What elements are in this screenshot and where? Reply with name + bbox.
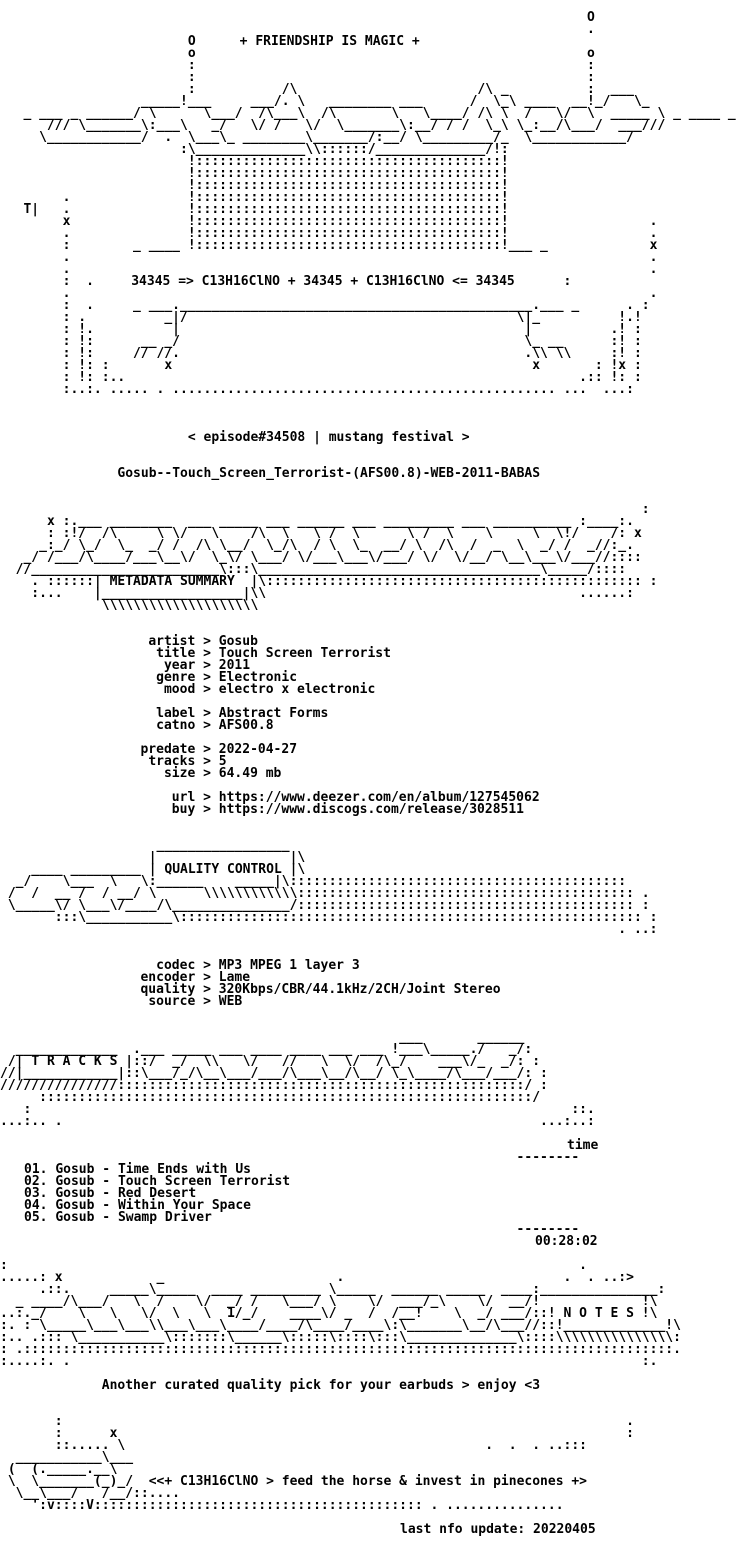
- ascii-art: //________________________\:::\____________________________________\_____/::::: [0, 562, 627, 577]
- ascii-art: !:::::::::::::::::::::::::::::::::::::::!: [0, 166, 509, 181]
- metadata-row: year > 2011: [0, 660, 250, 672]
- ascii-art: _/ /___/\____/___\__\/ \_\/ \___/ \/___\___\/___/ \/ \/__/ \__\___\/___//::::: [0, 550, 642, 565]
- ascii-art: _____!___ ___/. \ ________ ___ / \_\ ____ __!_/ \_: [0, 94, 650, 109]
- ascii-art: : !: :.. .:: !: :: [0, 370, 642, 385]
- metadata-row: genre > Electronic: [0, 672, 297, 684]
- ascii-art: _ ___ _ ______/ \ \___/ /\___\ /\ \ \____/ /\ \ / \/ \ _____ \ _ ____ _: [0, 106, 736, 121]
- ascii-art: : !: __ _/ \_ __ :! :: [0, 334, 642, 349]
- ascii-art: . !:::::::::::::::::::::::::::::::::::::::!: [0, 190, 509, 205]
- metadata-value: Abstract Forms: [218, 706, 329, 721]
- ascii-art: /// \_______\:___\ _/ \/ / \/ \_______\:__/ / / \_\ \_:__/\___/ ___///: [0, 118, 674, 133]
- ascii-art: ':v::::V:::::::::::::::::::::::::::::::::::::::::: . ...............: [0, 1498, 564, 1513]
- ascii-art: :.. .::: \___________\:::::::\______\:::::\::::\:::\______________\::::\\\\\\\\\\\\\\\:: [0, 1330, 681, 1345]
- metadata-value: AFS00.8: [218, 718, 274, 733]
- track-number: 04.: [24, 1198, 48, 1213]
- metadata-key: genre: [156, 670, 196, 685]
- track-number: 05.: [24, 1210, 48, 1225]
- ascii-art: : x :: [0, 1426, 634, 1441]
- ascii-art: :::\___________\::::::::::::::::::::::::::::::::::::::::::::::::::::::::::: :: [0, 910, 658, 925]
- metadata-value: 2022-04-27: [218, 742, 298, 757]
- ascii-art: \____________/ . \___\_ ________\_______/:__/ \_________/_ \____________/: [0, 130, 634, 145]
- quality-row: source > WEB: [0, 996, 242, 1008]
- ascii-art: : _ ____ !:::::::::::::::::::::::::::::::::::::::!___ _ x: [0, 238, 658, 253]
- metadata-row: buy > https://www.discogs.com/release/3028511: [0, 804, 524, 816]
- ascii-art: :: [0, 502, 650, 517]
- metadata-value: electro x electronic: [218, 682, 376, 697]
- metadata-key: year: [163, 658, 196, 673]
- metadata-row: mood > electro x electronic: [0, 684, 375, 696]
- metadata-key: url: [171, 790, 196, 805]
- ascii-art: _:_/ \_/ \_ _/ / /\ \__/ \_/\ / \ \_ __/ \ /\ / _ \ _/ / _//:_.: [0, 538, 634, 553]
- ascii-art: ___ ______: [0, 1030, 525, 1045]
- track-artist: Gosub: [55, 1198, 95, 1213]
- ascii-art: _ ____/\___/ \ / \/ _/ / \___/ \ \/ ___/_\ \/ __/! !\: [0, 1294, 658, 1309]
- track-artist: Gosub: [55, 1186, 95, 1201]
- track-artist: Gosub: [55, 1174, 95, 1189]
- ascii-art: : .: [0, 1258, 587, 1273]
- ascii-art: : :: [0, 70, 595, 85]
- ascii-art: _/ \___ \ \:______ _____|\:::::::::::::::::::::::::::::::::::::::::::: [0, 874, 627, 889]
- quality-key: source: [148, 994, 196, 1009]
- track-artist: Gosub: [55, 1210, 95, 1225]
- ascii-art: :. : \_____\___\___\\___\___\____/____/\____/____\:\_______\__/\___//::!_____________!\: [0, 1318, 681, 1333]
- ascii-art: :::::::::::::::::::::::::::::::::::::::::::::::::::::::::::::::/: [0, 1090, 541, 1105]
- track-title: Touch Screen Terrorist: [117, 1174, 291, 1189]
- ascii-art: .: [0, 22, 595, 37]
- quality-value: WEB: [218, 994, 243, 1009]
- ascii-art: _________________: [0, 838, 290, 853]
- header-title-line: O + FRIENDSHIP IS MAGIC +: [0, 34, 420, 49]
- quality-value: MP3 MPEG 1 layer 3: [218, 958, 360, 973]
- metadata-row: title > Touch Screen Terrorist: [0, 648, 391, 660]
- ascii-art: T| . !:::::::::::::::::::::::::::::::::::::::!: [0, 202, 509, 217]
- tracks-title-line: /| T R A C K S |::/ _/ \\ \/ // \ \/ /\_/ ___\/_ _/: :: [0, 1054, 541, 1069]
- ascii-art: : :!/ /\ \ \/ \ /\ \ \ / \ \ / \ \ \ \!/ /: x: [0, 526, 642, 541]
- ascii-art: : .:::::::::::::::::::::::::::::::::::::::::::::::::::::::::::::::::::::::::::::::::::.: [0, 1342, 681, 1357]
- quality-value: Lame: [218, 970, 251, 985]
- ascii-art: : !: // //. .\\ \\ :! :: [0, 346, 642, 361]
- ascii-art: O: [0, 10, 595, 25]
- ascii-art: ___________\___: [0, 1450, 134, 1465]
- formula-text: 34345 => C13H16ClNO + 34345 + C13H16ClNO <= 34345: [131, 274, 515, 289]
- footer-slogan-line: \ \_______(_)_/ <<+ C13H16ClNO > feed the horse & invest in pinecones +>: [0, 1474, 588, 1489]
- metadata-value: 5: [218, 754, 227, 769]
- ascii-art: ///////////////::::::::::::::::::::::::::::::::::::::::::::::::::::/ :: [0, 1078, 548, 1093]
- quality-key: encoder: [140, 970, 196, 985]
- tracks-total: 00:28:02: [535, 1234, 598, 1249]
- ascii-art: . .: [0, 262, 658, 277]
- release-name: Gosub--Touch_Screen_Terrorist-(AFS00.8)-WEB-2011-BABAS: [117, 466, 541, 481]
- metadata-value: 2011: [218, 658, 251, 673]
- ascii-art: : .: [0, 1414, 634, 1429]
- notes-line: [0, 1380, 540, 1392]
- ascii-art: : :: [0, 58, 595, 73]
- ascii-art: . .: [0, 250, 658, 265]
- tracks-section-title: T R A C K S: [31, 1054, 118, 1069]
- formula-line: : . 34345 => C13H16ClNO + 34345 + C13H16ClNO <= 34345 :: [0, 274, 572, 289]
- episode-text: < episode#34508 | mustang festival >: [187, 430, 470, 445]
- ascii-art: --------: [0, 1150, 580, 1165]
- ascii-art: . .: [0, 286, 658, 301]
- tracks-time-header: time: [567, 1138, 599, 1153]
- metadata-row: predate > 2022-04-27: [0, 744, 297, 756]
- metadata-title-line: . ::::::| METADATA SUMMARY |\:::::::::::::::::::::::::::::::::::::::::::::::: :: [0, 574, 658, 589]
- metadata-key: artist: [148, 634, 196, 649]
- url-link[interactable]: https://www.deezer.com/en/album/127545062: [218, 790, 540, 805]
- ascii-art: ( (._____.__\: [0, 1462, 118, 1477]
- ascii-art: .....: x _ . . . ..:>: [0, 1270, 634, 1285]
- quality-key: codec: [156, 958, 196, 973]
- ascii-art: \\\\\\\\\\\\\\\\\\\\: [0, 598, 259, 613]
- ascii-art: : . _ ___._____________________________________________.___ _ . :: [0, 298, 650, 313]
- ascii-art: : !: : x x : !x :: [0, 358, 642, 373]
- episode-line: [0, 432, 470, 444]
- metadata-row: url > https://www.deezer.com/en/album/127545062: [0, 792, 540, 804]
- release-line: [0, 468, 540, 480]
- track-title: Red Desert: [117, 1186, 197, 1201]
- quality-row: quality > 320Kbps/CBR/44.1kHz/2CH/Joint Stereo: [0, 984, 501, 996]
- ascii-art: . ..:: [0, 922, 658, 937]
- metadata-key: predate: [140, 742, 196, 757]
- track-number: 01.: [24, 1162, 48, 1177]
- metadata-key: mood: [163, 682, 196, 697]
- footer-update: last nfo update: 20220405: [400, 1522, 596, 1537]
- track-artist: Gosub: [55, 1162, 95, 1177]
- ascii-art: ...:.. . ...:..:: [0, 1114, 595, 1129]
- quality-title-line: ____ _________ | QUALITY CONTROL |\: [0, 862, 306, 877]
- notes-text: Another curated quality pick for your earbuds > enjoy <3: [101, 1378, 541, 1393]
- quality-row: codec > MP3 MPEG 1 layer 3: [0, 960, 360, 972]
- metadata-value: 64.49 mb: [218, 766, 282, 781]
- track-title: Time Ends with Us: [117, 1162, 251, 1177]
- metadata-key: buy: [171, 802, 196, 817]
- ascii-art: \__\___/ /__/::....: [0, 1486, 181, 1501]
- ascii-art: :\______________\\::::::/______________/!:: [0, 142, 509, 157]
- ascii-art: \_____\/ \___\/____/\_______________/::::::::::::::::::::::::::::::::::::::::::: :: [0, 898, 650, 913]
- ascii-art: : . _|/ \|_ !.!: [0, 310, 642, 325]
- quality-row: encoder > Lame: [0, 972, 250, 984]
- metadata-value: Electronic: [218, 670, 298, 685]
- metadata-row: artist > Gosub: [0, 636, 258, 648]
- quality-section-title: QUALITY CONTROL: [164, 862, 282, 877]
- quality-value: 320Kbps/CBR/44.1kHz/2CH/Joint Stereo: [218, 982, 501, 997]
- ascii-art: : /\ /\ _ : ___: [0, 82, 634, 97]
- metadata-row: label > Abstract Forms: [0, 708, 328, 720]
- ascii-art: / / __ / / __/ \ \\\\\\\\\\\\::::::::::::::::::::::::::::::::::::::::::: .: [0, 886, 650, 901]
- ascii-art: :..:. ..... . ................................................. ... ...:: [0, 382, 634, 397]
- ascii-art: o o: [0, 46, 595, 61]
- ascii-art: | |\: [0, 850, 306, 865]
- metadata-row: size > 64.49 mb: [0, 768, 281, 780]
- ascii-art: .::. _____\_____ ____ _________ \_____ ______ _____ ____:_______________:: [0, 1282, 666, 1297]
- quality-key: quality: [140, 982, 196, 997]
- ascii-art: ::..... \ . . . ..:::: [0, 1438, 587, 1453]
- track-title: Swamp Driver: [117, 1210, 212, 1225]
- ascii-art: _____________ .___ _____ ___ ____ ____ ___ ___ !___\_____./ _/:: [0, 1042, 533, 1057]
- ascii-art: ..:._/ \ \ \/ \ \ 1/_/ ____\/ _ / /__! \ _/ ___/::! N O T E S !\: [0, 1306, 658, 1321]
- nfo-document: O . O + FRIENDSHIP IS MAGIC + o o : : : : : /\ /\ _ : ___ _____!___ ___/. \ ________ ___ / \_\ ____ __!_/ \_ _ ___ _ ______/ \ \___/ /\___\ /\ \ \____/ /\ \ / \/ \ _____ \ _ ____ _ /// \_______\:___\ _/ \/ / \/ \_______\:__/ / / \_\ \_:__/\___/ ___/// \____________/ . \___\_ ________\_______/:__/ \_________/_ \____________/ :\______________\\::::::/______________/!: !:::::::::::::::::::::::::::::::::::::::! !:::::::::::::::::::::::::::::::::::::::! !:::::::::::::::::::::::::::::::::::::::! . !:::::::::::::::::::::::::::::::::::::::! T| . !:::::::::::::::::::::::::::::::::::::::! x !:::::::::::::::::::::::::::::::::::::::! . . !:::::::::::::::::::::::::::::::::::::::! . : _ ____ !:::::::::::::::::::::::::::::::::::::::!___ _ x . . . . : . 34345 => C13H16ClNO + 34345 + C13H16ClNO <= 34345 : . . : . _ ___._____________________________________________.___ _ . : : . _|/ \|_ !.! : !. | | .! : : !: __ _/ \_ __ :! : : !: // //. .\\ \\ :! : : !: : x x : !x : : !: :.. .:: !: : :..:. ..... . ................................................. ... ...: < episode#34508 | mustang festival > Gosub--Touch_Screen_Terrorist-(AFS00.8)-WEB-2011-BABAS : x :.___ ________ ___ _____ ___ ______ ___ _________ ___ __________ :____:. : :!/ /\ \ \/ \ /\ \ \ / \ \ / \ \ \ \!/ /: x _:_/ \_/ \_ _/ / /\ \__/ \_/\ / \ \_ __/ \ /\ / _ \ _/ / _//:_. _/ /___/\____/___\__\/ \_\/ \___/ \/___\___\/___/ \/ \/__/ \__\___\/___//:::: //________________________\:::\____________________________________\_____/:::: . ::::::| METADATA SUMMARY |\:::::::::::::::::::::::::::::::::::::::::::::::: : :... |__________________|\\ ......: \\\\\\\\\\\\\\\\\\\\ artist > Gosub title > Touch Screen Terrorist year > 2011 genre > Electronic mood > electro x electronic label > Abstract Forms catno > AFS00.8 predate > 2022-04-27 tracks > 5 size > 64.49 mb url > https://www.deezer.com/en/album/127545062 buy > https://www.discogs.com/release/3028511 _________________ | |\ ____ _________ | QUALITY CONTROL |\ _/ \___ \ \:______ _____|\::::::::::::::::::::::::::::::::::::::::::: / / __ / / __/ \ \\\\\\\\\\\\::::::::::::::::::::::::::::::::::::::::::: . \_____\/ \___\/____/\_______________/::::::::::::::::::::::::::::::::::::::::::: : :::\___________\::::::::::::::::::::::::::::::::::::::::::::::::::::::::::: : . ..: codec > MP3 MPEG 1 layer 3 encoder > Lame quality > 320Kbps/CBR/44.1kHz/2CH/Joint Stereo source > WEB ___ ______ _____________ .___ _____ ___ ____ ____ ___ ___ !___\_____./ _/: /| T R A C K S |::/ _/ \\ \/ // \ \/ /\_/ ___\/_ _/: : //|____________|::\___/_/\__\___/___/\___\__/\__/ \_\____/\___/___/: : ///////////////::::::::::::::::::::::::::::::::::::::::::::::::::::/ : :::::::::::::::::::::::::::::::::::::::::::::::::::::::::::::::/ : ::. ...:.. . ...:..: time -------- 01. Gosub - Time Ends with Us 02. Gosub - Touch Screen Terrorist 03. Gosub - Red Desert 04. Gosub - Within Your Space 05. Gosub - Swamp Driver -------- 00:28:02 : . .....: x _ . . . ..:> .::. _____\_____ ____ _________ \_____ ______ _____ ____:_______________: _ ____/\___/ \ / \/ _/ / \___/ \ \/ ___/_\ \/ __/! !\ ..:._/ \ \ \/ \ \ 1/_/ ____\/ _ / /__! \ _/ ___/::! N O T E S !\ :. : \_____\___\___\\___\___\____/____/\____/____\:\_______\__/\___//::!_____________!\ :.. .::: \___________\:::::::\______\:::::\::::\:::\______________\::::\\\\\\\\\\\\\\\: : .:::::::::::::::::::::::::::::::::::::::::::::::::::::::::::::::::::::::::::::::::::. :....:. . :. Another curated quality pick for your earbuds > enjoy <3 : . : x : ::..... \ . . . ..::: ___________\___ \ \_______(_)_/ <<+ C13H16ClNO > feed the horse & invest in pinecones +> ( (._____.__\ \__\___/ /__/::.... ':v::::V:::::::::::::::::::::::::::::::::::::::::: . ............... last nfo update: 20220405: [0, 10, 736, 1537]
- ascii-art: x :.___ ________ ___ _____ ___ ______ ___ _________ ___ __________ :____:.: [0, 514, 634, 529]
- metadata-value: Touch Screen Terrorist: [218, 646, 391, 661]
- ascii-art: x !:::::::::::::::::::::::::::::::::::::::! .: [0, 214, 658, 229]
- ascii-art: --------: [0, 1222, 580, 1237]
- metadata-key: label: [156, 706, 196, 721]
- ascii-art: :... |__________________|\\ ......:: [0, 586, 634, 601]
- ascii-art: :....:. . :.: [0, 1354, 658, 1369]
- metadata-value: Gosub: [218, 634, 258, 649]
- track-number: 02.: [24, 1174, 48, 1189]
- metadata-key: tracks: [148, 754, 196, 769]
- metadata-key: size: [163, 766, 196, 781]
- ascii-art: //|____________|::\___/_/\__\___/___/\___\__/\__/ \_\____/\___/___/: :: [0, 1066, 548, 1081]
- buy-link[interactable]: https://www.discogs.com/release/3028511: [218, 802, 525, 817]
- ascii-art: . !:::::::::::::::::::::::::::::::::::::::! .: [0, 226, 658, 241]
- ascii-art: : ::.: [0, 1102, 595, 1117]
- track-title: Within Your Space: [117, 1198, 251, 1213]
- metadata-key: title: [156, 646, 196, 661]
- ascii-art: !:::::::::::::::::::::::::::::::::::::::!: [0, 178, 509, 193]
- ascii-art: : !. | | .! :: [0, 322, 642, 337]
- metadata-key: catno: [156, 718, 196, 733]
- metadata-row: catno > AFS00.8: [0, 720, 274, 732]
- track-number: 03.: [24, 1186, 48, 1201]
- header-title: + FRIENDSHIP IS MAGIC +: [239, 34, 420, 49]
- footer-slogan: <<+ C13H16ClNO > feed the horse & invest in pinecones +>: [148, 1474, 588, 1489]
- metadata-row: tracks > 5: [0, 756, 227, 768]
- metadata-section-title: METADATA SUMMARY: [109, 574, 235, 589]
- ascii-art: !:::::::::::::::::::::::::::::::::::::::!: [0, 154, 509, 169]
